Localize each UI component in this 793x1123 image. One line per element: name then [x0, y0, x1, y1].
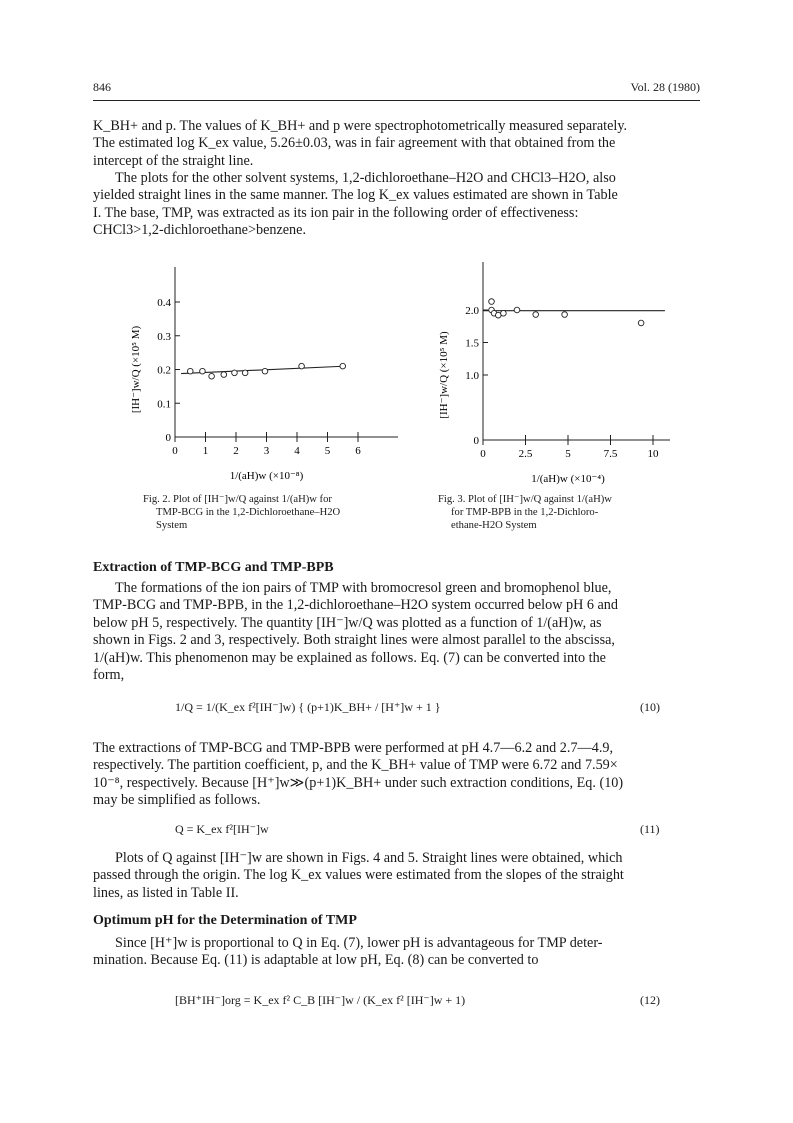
paragraph-5 — [93, 850, 703, 902]
x-tick-label: 2.5 — [518, 448, 533, 460]
figure-2-chart — [110, 262, 410, 492]
text-line: I. The base, TMP, was extracted as its ion pair in the following order of effectiveness: — [93, 204, 579, 221]
page-number: 846 — [93, 80, 111, 94]
figure-3-chart — [415, 262, 690, 492]
x-tick-label: 10 — [647, 448, 659, 460]
y-tick-label: 0 — [165, 432, 171, 444]
paragraph-3 — [93, 580, 703, 684]
data-point — [533, 312, 539, 318]
equation-12: [BH⁺IH⁻]org = K_ex f² C_B [IH⁻]w / (K_ex f² [IH⁻]w + 1) — [175, 993, 466, 1007]
y-tick-label: 1.0 — [465, 370, 479, 382]
y-tick-label: 0.3 — [157, 330, 171, 343]
x-tick-label: 1 — [202, 445, 209, 457]
text-line: The extractions of TMP-BCG and TMP-BPB were performed at pH 4.7—6.2 and 2.7—4.9, — [93, 740, 614, 756]
data-point — [262, 368, 268, 374]
data-point — [232, 370, 238, 376]
text-line: below pH 5, respectively. The quantity [IH⁻]w/Q was plotted as a function of 1/(aH)w, as — [93, 614, 602, 631]
y-tick-label: 0 — [473, 435, 479, 447]
y-tick-label: 0.2 — [157, 364, 171, 377]
header-rule — [93, 100, 700, 101]
y-axis-label: [IH⁻]w/Q (×10⁵ M) — [130, 325, 142, 414]
x-tick-label: 3 — [263, 445, 270, 457]
data-point — [562, 312, 568, 318]
text-line: TMP-BCG and TMP-BPB, in the 1,2-dichloroethane–H2O system occurred below pH 6 and — [93, 597, 618, 614]
paragraph-2 — [93, 170, 703, 240]
text-line: The estimated log K_ex value, 5.26±0.03, was in fair agreement with that obtained from the — [93, 135, 616, 152]
figure-3-caption — [438, 493, 698, 532]
y-axis-label: [IH⁻]w/Q (×10⁵ M) — [438, 331, 450, 419]
text-line: respectively. The partition coefficient, p, and the K_BH+ value of TMP were 6.72 and 7.59× — [93, 757, 618, 774]
paragraph-1 — [93, 118, 703, 170]
data-point — [200, 368, 206, 374]
paragraph-4 — [93, 740, 703, 810]
data-point — [242, 370, 248, 376]
x-tick-label: 7.5 — [603, 448, 618, 460]
x-tick-label: 0 — [172, 445, 178, 457]
section-heading: Extraction of TMP-BCG and TMP-BPB — [93, 560, 334, 575]
section-heading: Optimum pH for the Determination of TMP — [93, 913, 357, 928]
caption-line: ethane-H2O System — [451, 520, 537, 531]
caption-line: TMP-BCG in the 1,2-Dichloroethane–H2O — [156, 507, 341, 518]
x-tick-label: 0 — [480, 448, 486, 460]
paragraph-6 — [93, 935, 703, 970]
equation-number: (12) — [640, 993, 660, 1007]
x-tick-label: 2 — [233, 445, 239, 457]
text-line: Plots of Q against [IH⁻]w are shown in Figs. 4 and 5. Straight lines were obtained, which — [115, 850, 623, 866]
text-line: 10⁻⁸, respectively. Because [H⁺]w≫(p+1)K_BH+ under such extraction conditions, Eq. (10) — [93, 774, 624, 791]
x-tick-label: 5 — [565, 448, 571, 460]
text-line: 1/(aH)w. This phenomenon may be explained as follows. Eq. (7) can be converted into the — [93, 649, 606, 666]
x-tick-label: 4 — [294, 445, 300, 457]
data-point — [489, 299, 495, 305]
data-point — [187, 368, 193, 374]
y-tick-label: 0.1 — [157, 398, 171, 411]
data-point — [221, 372, 227, 378]
text-line: shown in Figs. 2 and 3, respectively. Both straight lines were almost parallel to the abscissa, — [93, 632, 615, 649]
journal-volume: Vol. 28 (1980) — [630, 80, 700, 94]
data-point — [340, 363, 346, 369]
y-tick-label: 0.4 — [157, 297, 171, 309]
text-line: form, — [93, 667, 125, 684]
x-tick-label: 6 — [355, 445, 361, 457]
equation-number: (11) — [640, 822, 660, 836]
caption-line: Fig. 2. Plot of [IH⁻]w/Q against 1/(aH)w for — [143, 494, 332, 505]
y-tick-label: 2.0 — [465, 305, 479, 317]
caption-line: System — [156, 520, 188, 531]
data-point — [638, 320, 644, 326]
text-line: lines, as listed in Table II. — [93, 884, 239, 901]
equation-11: Q = K_ex f²[IH⁻]w — [175, 822, 269, 836]
data-point — [209, 373, 215, 379]
text-line: CHCl3>1,2-dichloroethane>benzene. — [93, 222, 306, 239]
text-line: Since [H⁺]w is proportional to Q in Eq. (7), lower pH is advantageous for TMP deter- — [115, 935, 603, 951]
text-line: passed through the origin. The log K_ex values were estimated from the slopes of the straight — [93, 867, 624, 884]
data-point — [514, 307, 520, 313]
x-axis-label: 1/(aH)w (×10⁻⁴) — [531, 473, 605, 485]
text-line: yielded straight lines in the same manner. The log K_ex values estimated are shown in Table — [93, 187, 618, 204]
text-line: may be simplified as follows. — [93, 792, 261, 809]
y-tick-label: 1.5 — [465, 337, 479, 350]
text-line: The plots for the other solvent systems, 1,2-dichloroethane–H2O and CHCl3–H2O, also — [115, 170, 616, 186]
text-line: K_BH+ and p. The values of K_BH+ and p were spectrophotometrically measured separately. — [93, 118, 628, 134]
equation-number: (10) — [640, 700, 660, 714]
caption-line: for TMP-BPB in the 1,2-Dichloro- — [451, 507, 599, 518]
x-axis-label: 1/(aH)w (×10⁻⁸) — [229, 470, 304, 482]
text-line: mination. Because Eq. (11) is adaptable at low pH, Eq. (8) can be converted to — [93, 952, 539, 969]
equation-10: 1/Q = 1/(K_ex f²[IH⁻]w) { (p+1)K_BH+ / [H⁺]w + 1 } — [175, 700, 441, 714]
x-tick-label: 5 — [324, 445, 331, 457]
figure-2-caption — [143, 493, 423, 532]
data-point — [299, 363, 305, 369]
text-line: intercept of the straight line. — [93, 152, 254, 169]
data-point — [501, 310, 507, 316]
caption-line: Fig. 3. Plot of [IH⁻]w/Q against 1/(aH)w — [438, 494, 612, 505]
text-line: The formations of the ion pairs of TMP with bromocresol green and bromophenol blue, — [115, 580, 612, 596]
